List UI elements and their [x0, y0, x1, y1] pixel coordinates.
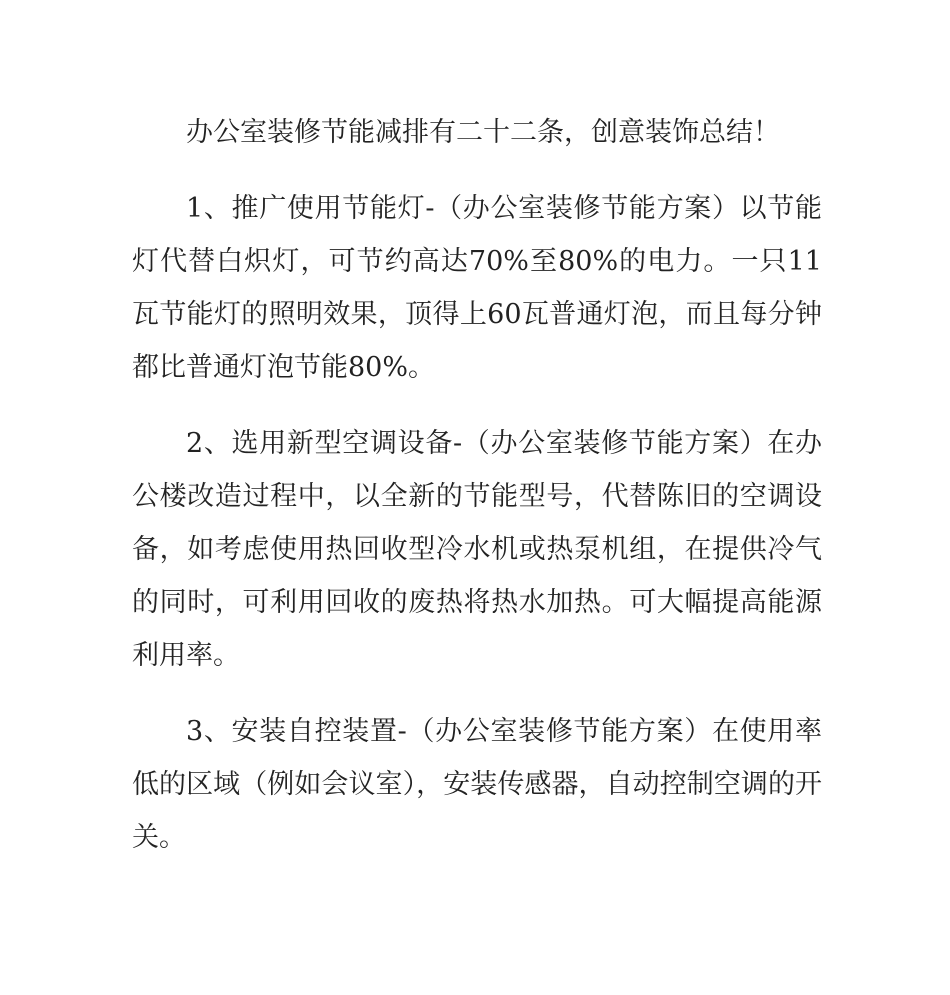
document-body [132, 106, 822, 864]
paragraph-3: 3、安装自控装置-（办公室装修节能方案）在使用率低的区域（例如会议室），安装传感器，自动控制空调的开关。 [132, 716, 822, 853]
paragraph-2: 2、选用新型空调设备-（办公室装修节能方案）在办公楼改造过程中，以全新的节能型号，代替陈旧的空调设备，如考虑使用热回收型冷水机或热泵机组，在提供冷气的同时，可利用回收的废热将热水加热。可大幅提高能源利用率。 [132, 428, 822, 671]
paragraph-1: 1、推广使用节能灯-（办公室装修节能方案）以节能灯代替白炽灯，可节约高达70%至80%的电力。一只11瓦节能灯的照明效果，顶得上60瓦普通灯泡，而且每分钟都比普通灯泡节能80%。 [132, 193, 822, 383]
document-title: 办公室装修节能减排有二十二条，创意装饰总结！ [186, 117, 780, 148]
